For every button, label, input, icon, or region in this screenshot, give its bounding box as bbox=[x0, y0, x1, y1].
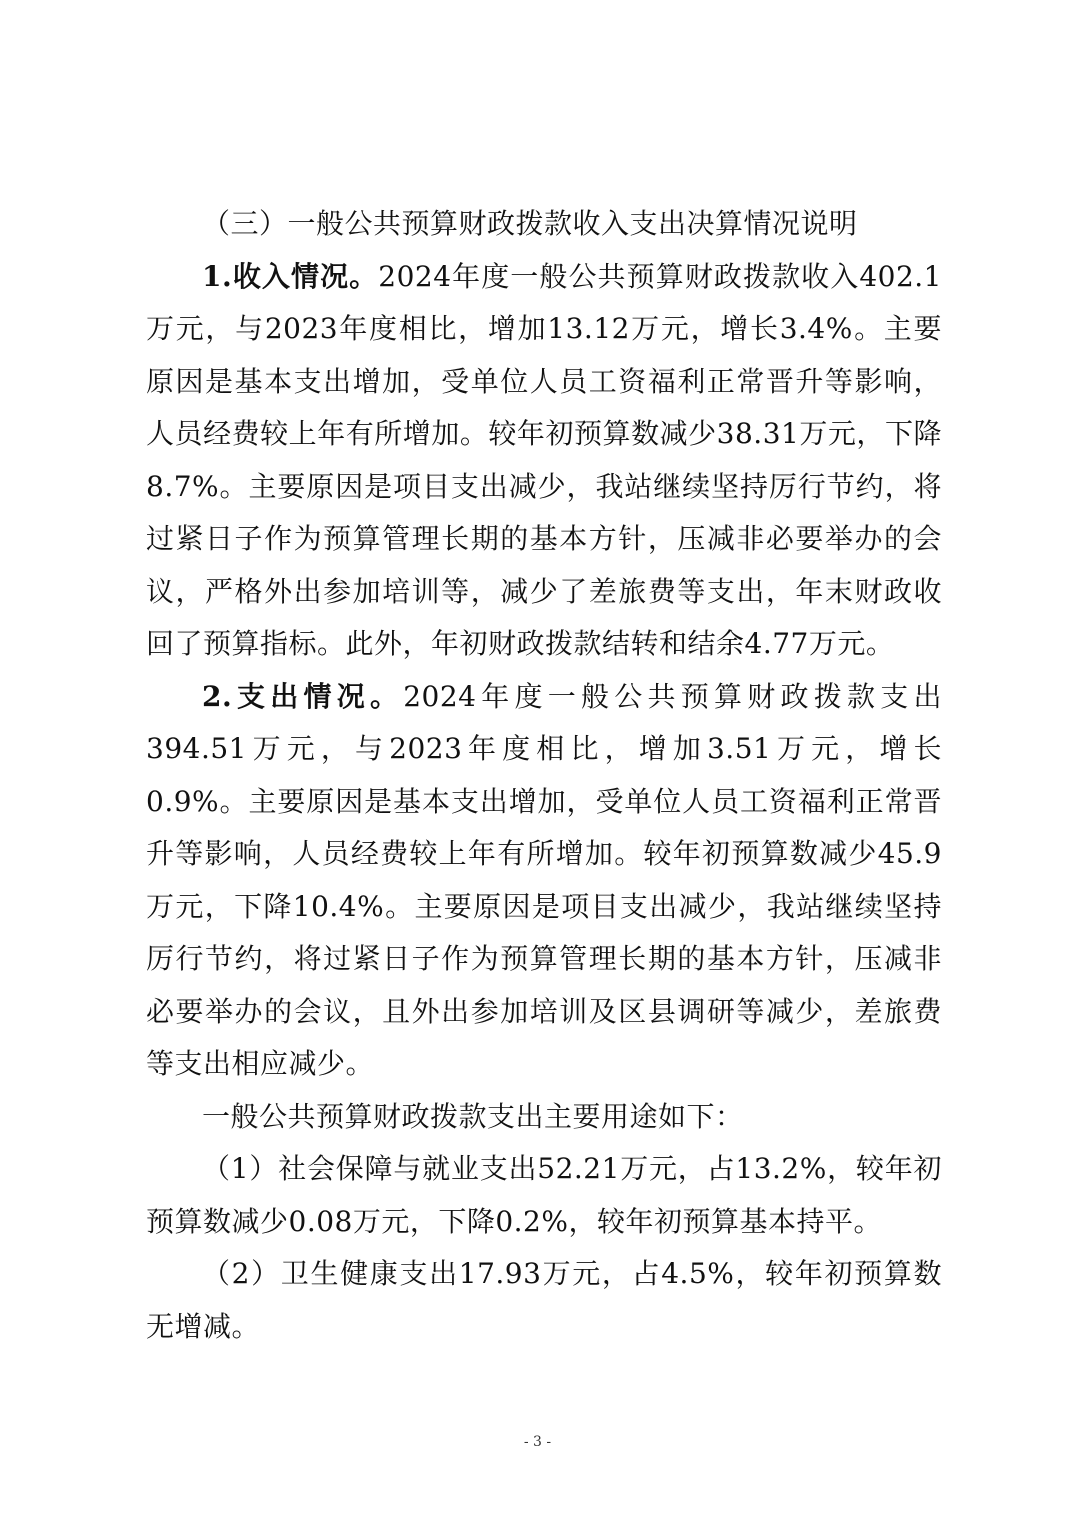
expenditure-paragraph bbox=[146, 671, 942, 1091]
use-item-1: （1）社会保障与就业支出52.21万元，占13.2%，较年初预算数减少0.08万元，下降0.2%，较年初预算基本持平。 bbox=[146, 1152, 942, 1238]
expenditure-text: 2024年度一般公共预算财政拨款支出394.51万元，与2023年度相比，增加3.51万元，增长0.9%。主要原因是基本支出增加，受单位人员工资福利正常晋升等影响，人员经费较上年有所增加。较年初预算数减少45.9万元，下降10.4%。主要原因是项目支出减少，我站继续坚持厉行节约，将过紧日子作为预算管理长期的基本方针，压减非必要举办的会议，且外出参加培训及区县调研等减少，差旅费等支出相应减少。 bbox=[146, 679, 942, 1080]
page-number: - 3 - bbox=[523, 1434, 552, 1450]
use-item-2: （2）卫生健康支出17.93万元，占4.5%，较年初预算数无增减。 bbox=[146, 1257, 942, 1343]
section-heading: （三）一般公共预算财政拨款收入支出决算情况说明 bbox=[202, 207, 858, 240]
income-text: 2024年度一般公共预算财政拨款收入402.1万元，与2023年度相比，增加13.12万元，增长3.4%。主要原因是基本支出增加，受单位人员工资福利正常晋升等影响，人员经费较上年有所增加。较年初预算数减少38.31万元，下降8.7%。主要原因是项目支出减少，我站继续坚持厉行节约，将过紧日子作为预算管理长期的基本方针，压减非必要举办的会议，严格外出参加培训等，减少了差旅费等支出，年末财政收回了预算指标。此外，年初财政拨款结转和结余4.77万元。 bbox=[146, 259, 943, 660]
uses-intro: 一般公共预算财政拨款支出主要用途如下： bbox=[202, 1099, 744, 1133]
document-body bbox=[146, 198, 942, 1353]
income-lead: 1.收入情况。 bbox=[202, 259, 379, 293]
expenditure-lead: 2.支出情况。 bbox=[202, 679, 404, 713]
income-paragraph bbox=[146, 251, 942, 671]
